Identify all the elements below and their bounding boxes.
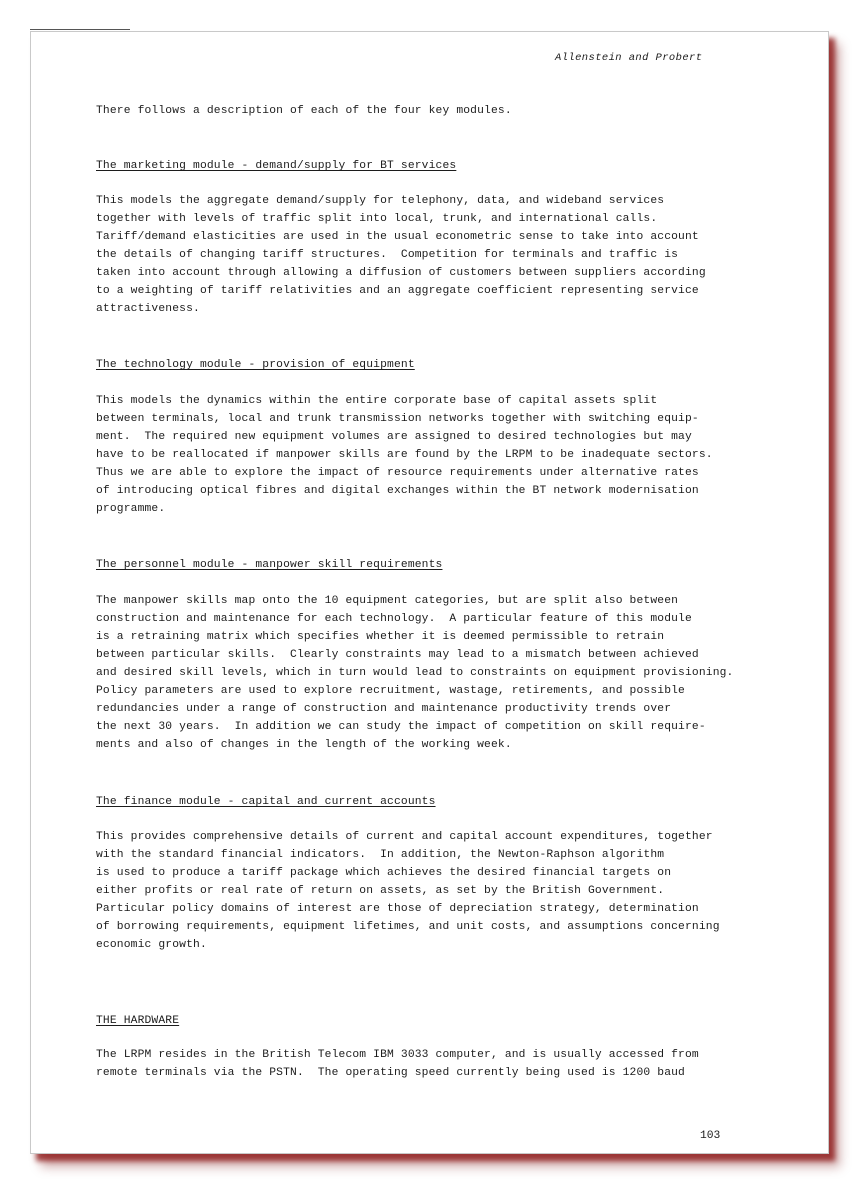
hardware-line: The LRPM resides in the British Telecom IBM 3033 computer, and is usually accessed from <box>96 1049 699 1061</box>
finance-line: is used to produce a tariff package which achieves the desired financial targets on <box>96 867 672 879</box>
finance-line: either profits or real rate of return on assets, as set by the British Government. <box>96 885 665 897</box>
finance-line: economic growth. <box>96 939 207 951</box>
section-heading-hardware: THE HARDWARE <box>96 1015 180 1027</box>
personnel-line: and desired skill levels, which in turn would lead to constraints on equipment provisioning. <box>96 667 734 679</box>
marketing-line: attractiveness. <box>96 303 200 315</box>
personnel-line: redundancies under a range of construction and maintenance productivity trends over <box>96 703 672 715</box>
marketing-line: to a weighting of tariff relativities and an aggregate coefficient representing service <box>96 285 699 297</box>
marketing-line: together with levels of traffic split into local, trunk, and international calls. <box>96 213 658 225</box>
personnel-line: between particular skills. Clearly constraints may lead to a mismatch between achieved <box>96 649 699 661</box>
technology-line: between terminals, local and trunk transmission networks together with switching equip- <box>96 413 699 425</box>
section-heading-marketing: The marketing module - demand/supply for BT services <box>96 160 457 172</box>
technology-line: ment. The required new equipment volumes are assigned to desired technologies but may <box>96 431 692 443</box>
personnel-line: construction and maintenance for each technology. A particular feature of this module <box>96 613 692 625</box>
page-number: 103 <box>700 1130 721 1142</box>
personnel-line: ments and also of changes in the length of the working week. <box>96 739 512 751</box>
marketing-line: taken into account through allowing a diffusion of customers between suppliers according <box>96 267 706 279</box>
finance-line: of borrowing requirements, equipment lifetimes, and unit costs, and assumptions concerning <box>96 921 720 933</box>
personnel-line: The manpower skills map onto the 10 equipment categories, but are split also between <box>96 595 679 607</box>
technology-line: This models the dynamics within the entire corporate base of capital assets split <box>96 395 658 407</box>
marketing-line: the details of changing tariff structures. Competition for terminals and traffic is <box>96 249 679 261</box>
finance-line: Particular policy domains of interest are those of depreciation strategy, determination <box>96 903 699 915</box>
section-heading-personnel: The personnel module - manpower skill requirements <box>96 559 443 571</box>
technology-line: have to be reallocated if manpower skills are found by the LRPM to be inadequate sectors. <box>96 449 713 461</box>
scan-edge-line <box>30 29 130 30</box>
technology-line: programme. <box>96 503 166 515</box>
running-head: Allenstein and Probert <box>555 52 703 64</box>
intro-paragraph: There follows a description of each of the four key modules. <box>96 105 512 117</box>
technology-line: of introducing optical fibres and digital exchanges within the BT network modernisation <box>96 485 699 497</box>
finance-line: with the standard financial indicators. In addition, the Newton-Raphson algorithm <box>96 849 665 861</box>
section-heading-technology: The technology module - provision of equipment <box>96 359 415 371</box>
hardware-line: remote terminals via the PSTN. The operating speed currently being used is 1200 baud <box>96 1067 685 1079</box>
finance-line: This provides comprehensive details of current and capital account expenditures, together <box>96 831 713 843</box>
marketing-line: Tariff/demand elasticities are used in the usual econometric sense to take into account <box>96 231 699 243</box>
technology-line: Thus we are able to explore the impact of resource requirements under alternative rates <box>96 467 699 479</box>
personnel-line: the next 30 years. In addition we can study the impact of competition on skill require- <box>96 721 706 733</box>
personnel-line: Policy parameters are used to explore recruitment, wastage, retirements, and possible <box>96 685 685 697</box>
personnel-line: is a retraining matrix which specifies whether it is deemed permissible to retrain <box>96 631 665 643</box>
section-heading-finance: The finance module - capital and current accounts <box>96 796 436 808</box>
marketing-line: This models the aggregate demand/supply for telephony, data, and wideband services <box>96 195 665 207</box>
